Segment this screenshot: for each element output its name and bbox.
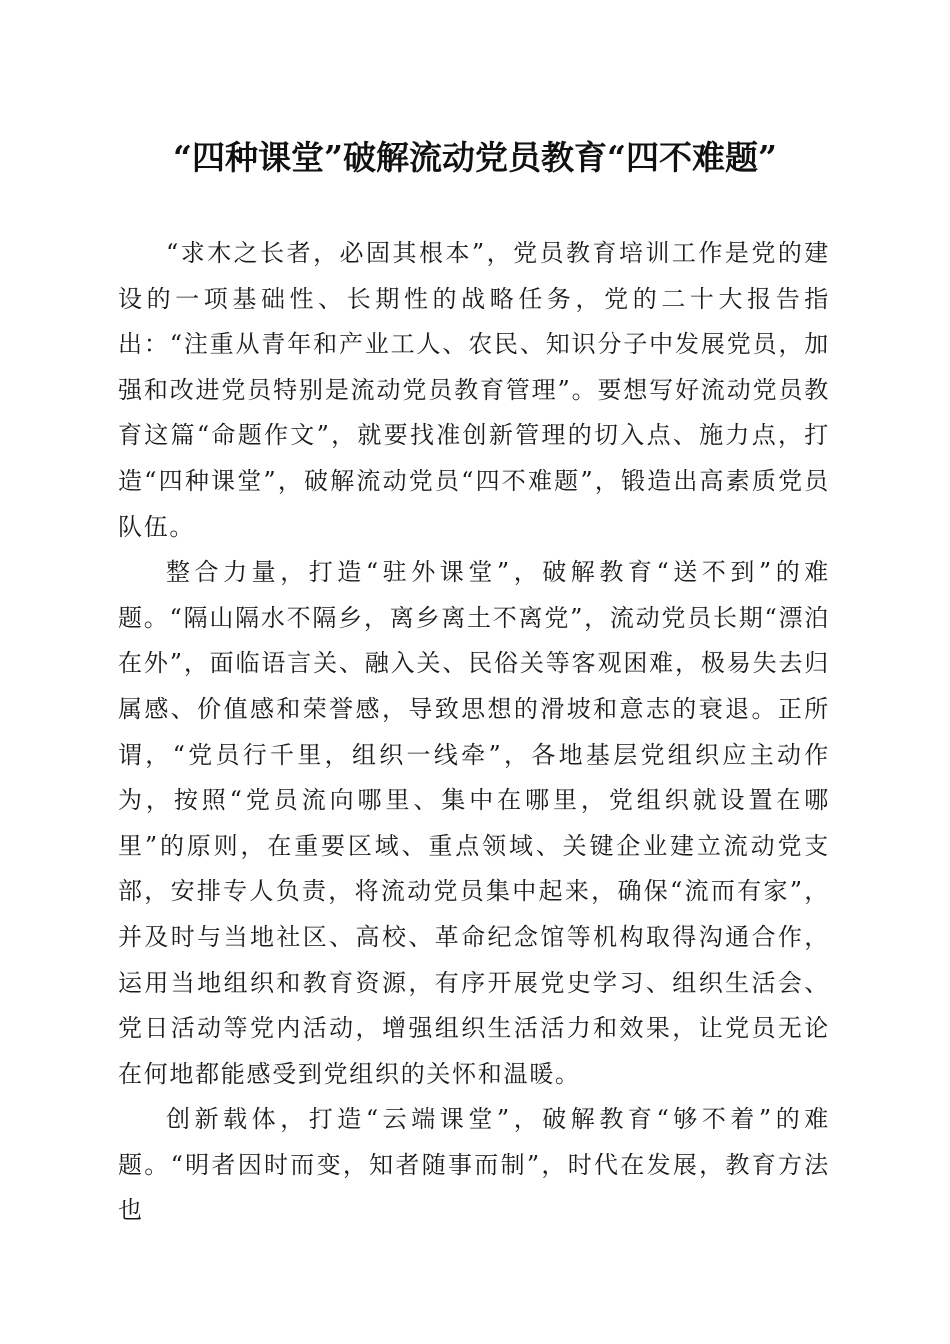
paragraph-intro: “求木之长者，必固其根本”，党员教育培训工作是党的建设的一项基础性、长期性的战略任务，党的二十大报告指出：“注重从青年和产业工人、农民、知识分子中发展党员，加强和改进党员特别是流动党员教育管理”。要想写好流动党员教育这篇“命题作文”，就要找准创新管理的切入点、施力点，打造“四种课堂”，破解流动党员“四不难题”，锻造出高素质党员队伍。 <box>118 239 830 541</box>
document-body <box>118 231 830 1234</box>
document-title: “四种课堂”破解流动党员教育“四不难题” <box>173 138 777 177</box>
paragraph-cloud-classroom: 创新载体，打造“云端课堂”，破解教育“够不着”的难题。“明者因时而变，知者随事而制”，时代在发展，教育方法也 <box>118 1105 830 1225</box>
paragraph-resident-classroom: 整合力量，打造“驻外课堂”，破解教育“送不到”的难题。“隔山隔水不隔乡，离乡离土不离党”，流动党员长期“漂泊在外”，面临语言关、融入关、民俗关等客观困难，极易失去归属感、价值感和荣誉感，导致思想的滑坡和意志的衰退。正所谓，“党员行千里，组织一线牵”，各地基层党组织应主动作为，按照“党员流向哪里、集中在哪里，党组织就设置在哪里”的原则，在重要区域、重点领域、关键企业建立流动党支部，安排专人负责，将流动党员集中起来，确保“流而有家”，并及时与当地社区、高校、革命纪念馆等机构取得沟通合作，运用当地组织和教育资源，有序开展党史学习、组织生活会、党日活动等党内活动，增强组织生活活力和效果，让党员无论在何地都能感受到党组织的关怀和温暖。 <box>118 558 830 1088</box>
